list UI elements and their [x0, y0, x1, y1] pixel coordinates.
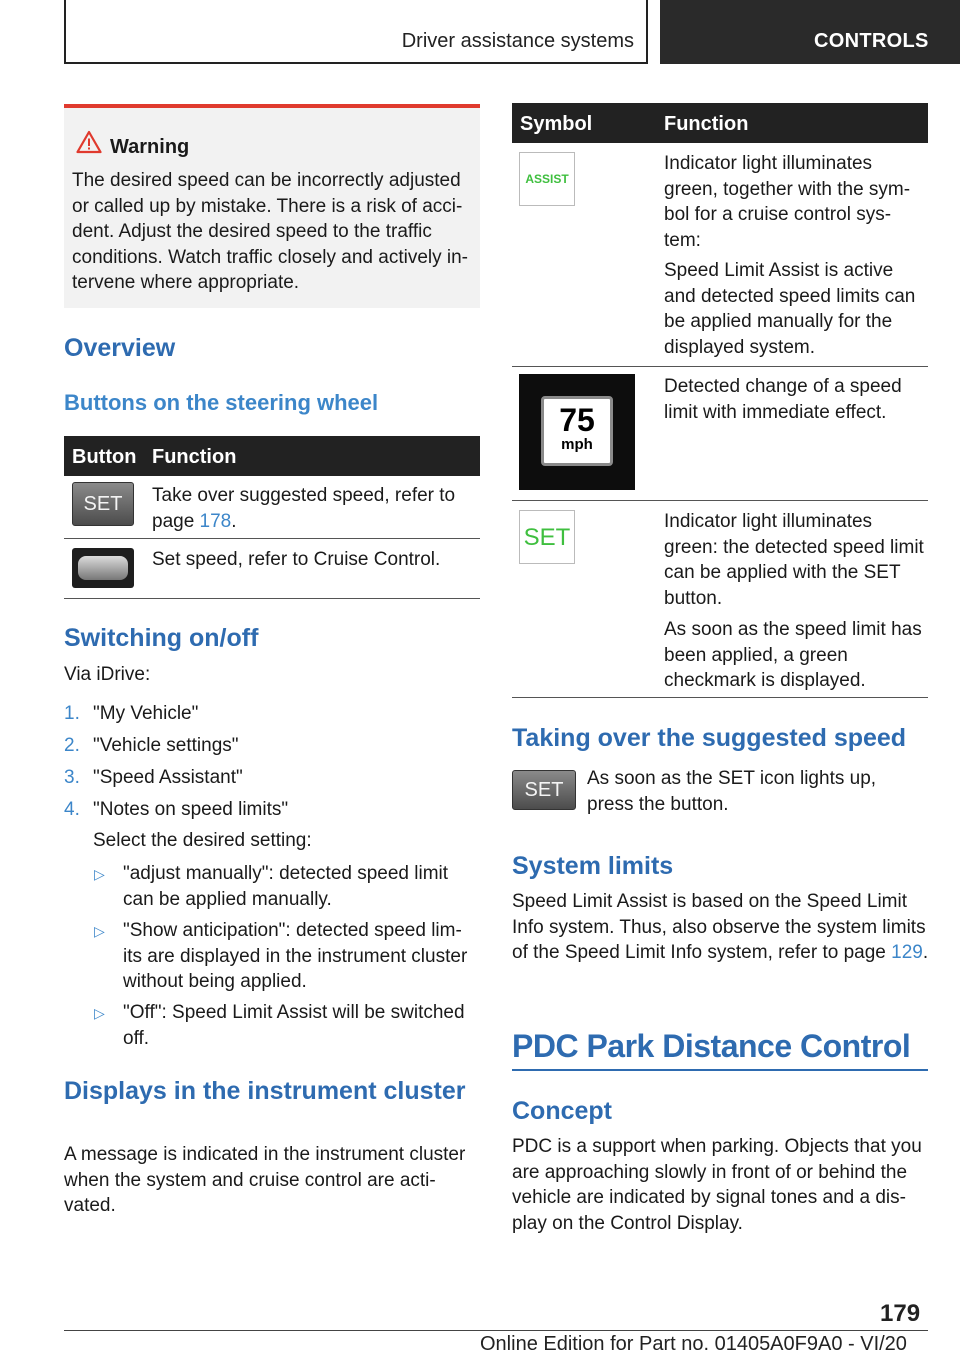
table-rule: [64, 598, 480, 599]
step-text: "Speed Assistant": [93, 767, 243, 788]
step-number: 1.: [64, 703, 80, 724]
switching-intro: Via iDrive:: [64, 664, 151, 685]
step-number: 4.: [64, 799, 80, 820]
rocker-switch-icon: [72, 548, 134, 588]
taking-over-text: As soon as the SET icon lights up, press the button.: [587, 768, 877, 815]
buttons-table-header: [64, 436, 480, 476]
symbol-row-1-p1: Indicator light illuminates green, together with the sym-bol for a cruise control sys-tem:: [664, 153, 911, 251]
header-section-title: Driver assistance systems: [401, 30, 634, 52]
set-button-icon: SET: [512, 770, 576, 810]
concept-text: PDC is a support when parking. Objects that you are approaching slowly in front of or behind the vehicle are indicated by signal tones and a dis-play on the Control Display.: [512, 1136, 922, 1234]
header-chapter-tab: [660, 0, 960, 64]
displays-heading: Displays in the instrument cluster: [64, 1077, 466, 1105]
symbols-col-function: Function: [664, 113, 749, 135]
bullet-arrow-icon: ▷: [94, 1005, 105, 1021]
bullet-arrow-icon: ▷: [94, 923, 105, 939]
buttons-row-1-text: Take over suggested speed, refer to page 178.: [152, 485, 456, 532]
table-rule: [512, 500, 928, 501]
set-indicator-icon: SET: [519, 510, 575, 564]
table-rule: [512, 366, 928, 367]
header-chapter-title: CONTROLS: [814, 30, 929, 52]
symbol-row-3-p2: As soon as the speed limit has been applied, a green checkmark is displayed.: [664, 619, 922, 691]
set-button-icon: SET: [72, 482, 134, 526]
bullet-arrow-icon: ▷: [94, 866, 105, 882]
buttons-row-2-text: Set speed, refer to Cruise Control.: [152, 549, 441, 570]
select-setting-text: Select the desired setting:: [93, 830, 312, 851]
table-rule: [512, 697, 928, 698]
option-off: "Off": Speed Limit Assist will be switched off.: [123, 1002, 465, 1049]
assist-indicator-icon: ASSIST: [519, 152, 575, 206]
symbols-col-symbol: Symbol: [520, 113, 593, 135]
table-rule: [64, 538, 480, 539]
warning-icon: [76, 130, 102, 154]
page-number: 179: [880, 1300, 921, 1327]
step-text: "Notes on speed limits": [93, 799, 289, 820]
symbol-row-1-p2: Speed Limit Assist is active and detected speed limits can be applied manually for the displayed system.: [664, 260, 916, 358]
warning-title: Warning: [110, 136, 190, 158]
option-show-anticipation: "Show anticipation": detected speed lim-its are displayed in the instrument cluster without being applied.: [123, 920, 468, 992]
symbols-table-header: [512, 103, 928, 143]
footer-edition: Online Edition for Part no. 01405A0F9A0 - VI/20: [480, 1333, 907, 1355]
page-link-178[interactable]: 178: [199, 510, 232, 532]
system-limits-text: Speed Limit Assist is based on the Speed Limit Info system. Thus, also observe the system limits of the Speed Limit Info system, refer to page 129.: [512, 891, 929, 963]
concept-heading: Concept: [512, 1097, 612, 1125]
warning-box: [64, 104, 480, 308]
buttons-col-function: Function: [152, 446, 237, 468]
displays-text: A message is indicated in the instrument cluster when the system and cruise control are acti-vated.: [64, 1144, 466, 1216]
switching-heading: Switching on/off: [64, 624, 259, 652]
footer-rule: [64, 1330, 928, 1331]
pdc-heading-rule: [512, 1069, 928, 1071]
header-section-tab: [64, 0, 648, 64]
step-text: "Vehicle settings": [93, 735, 239, 756]
step-number: 3.: [64, 767, 80, 788]
symbol-row-3-p1: Indicator light illuminates green: the detected speed limit can be applied with the SET button.: [664, 511, 924, 609]
speed-limit-sign-icon: 75 mph: [519, 374, 635, 490]
steering-wheel-buttons-heading: Buttons on the steering wheel: [64, 390, 379, 415]
option-adjust-manually: "adjust manually": detected speed limit can be applied manually.: [123, 863, 449, 910]
page-link-129[interactable]: 129: [891, 942, 923, 963]
buttons-col-button: Button: [72, 446, 137, 468]
taking-over-heading: Taking over the suggested speed: [512, 724, 907, 752]
system-limits-heading: System limits: [512, 852, 674, 880]
symbol-row-2-p1: Detected change of a speed limit with immediate effect.: [664, 376, 902, 423]
step-number: 2.: [64, 735, 80, 756]
overview-heading: Overview: [64, 334, 176, 362]
pdc-heading: PDC Park Distance Control: [512, 1028, 911, 1064]
step-text: "My Vehicle": [93, 703, 199, 724]
warning-text: The desired speed can be incorrectly adjusted or called up by mistake. There is a risk of acci-dent. Adjust the desired speed to the traffic conditions. Watch traffic closely and actively in-tervene where appropriate.: [72, 170, 469, 293]
